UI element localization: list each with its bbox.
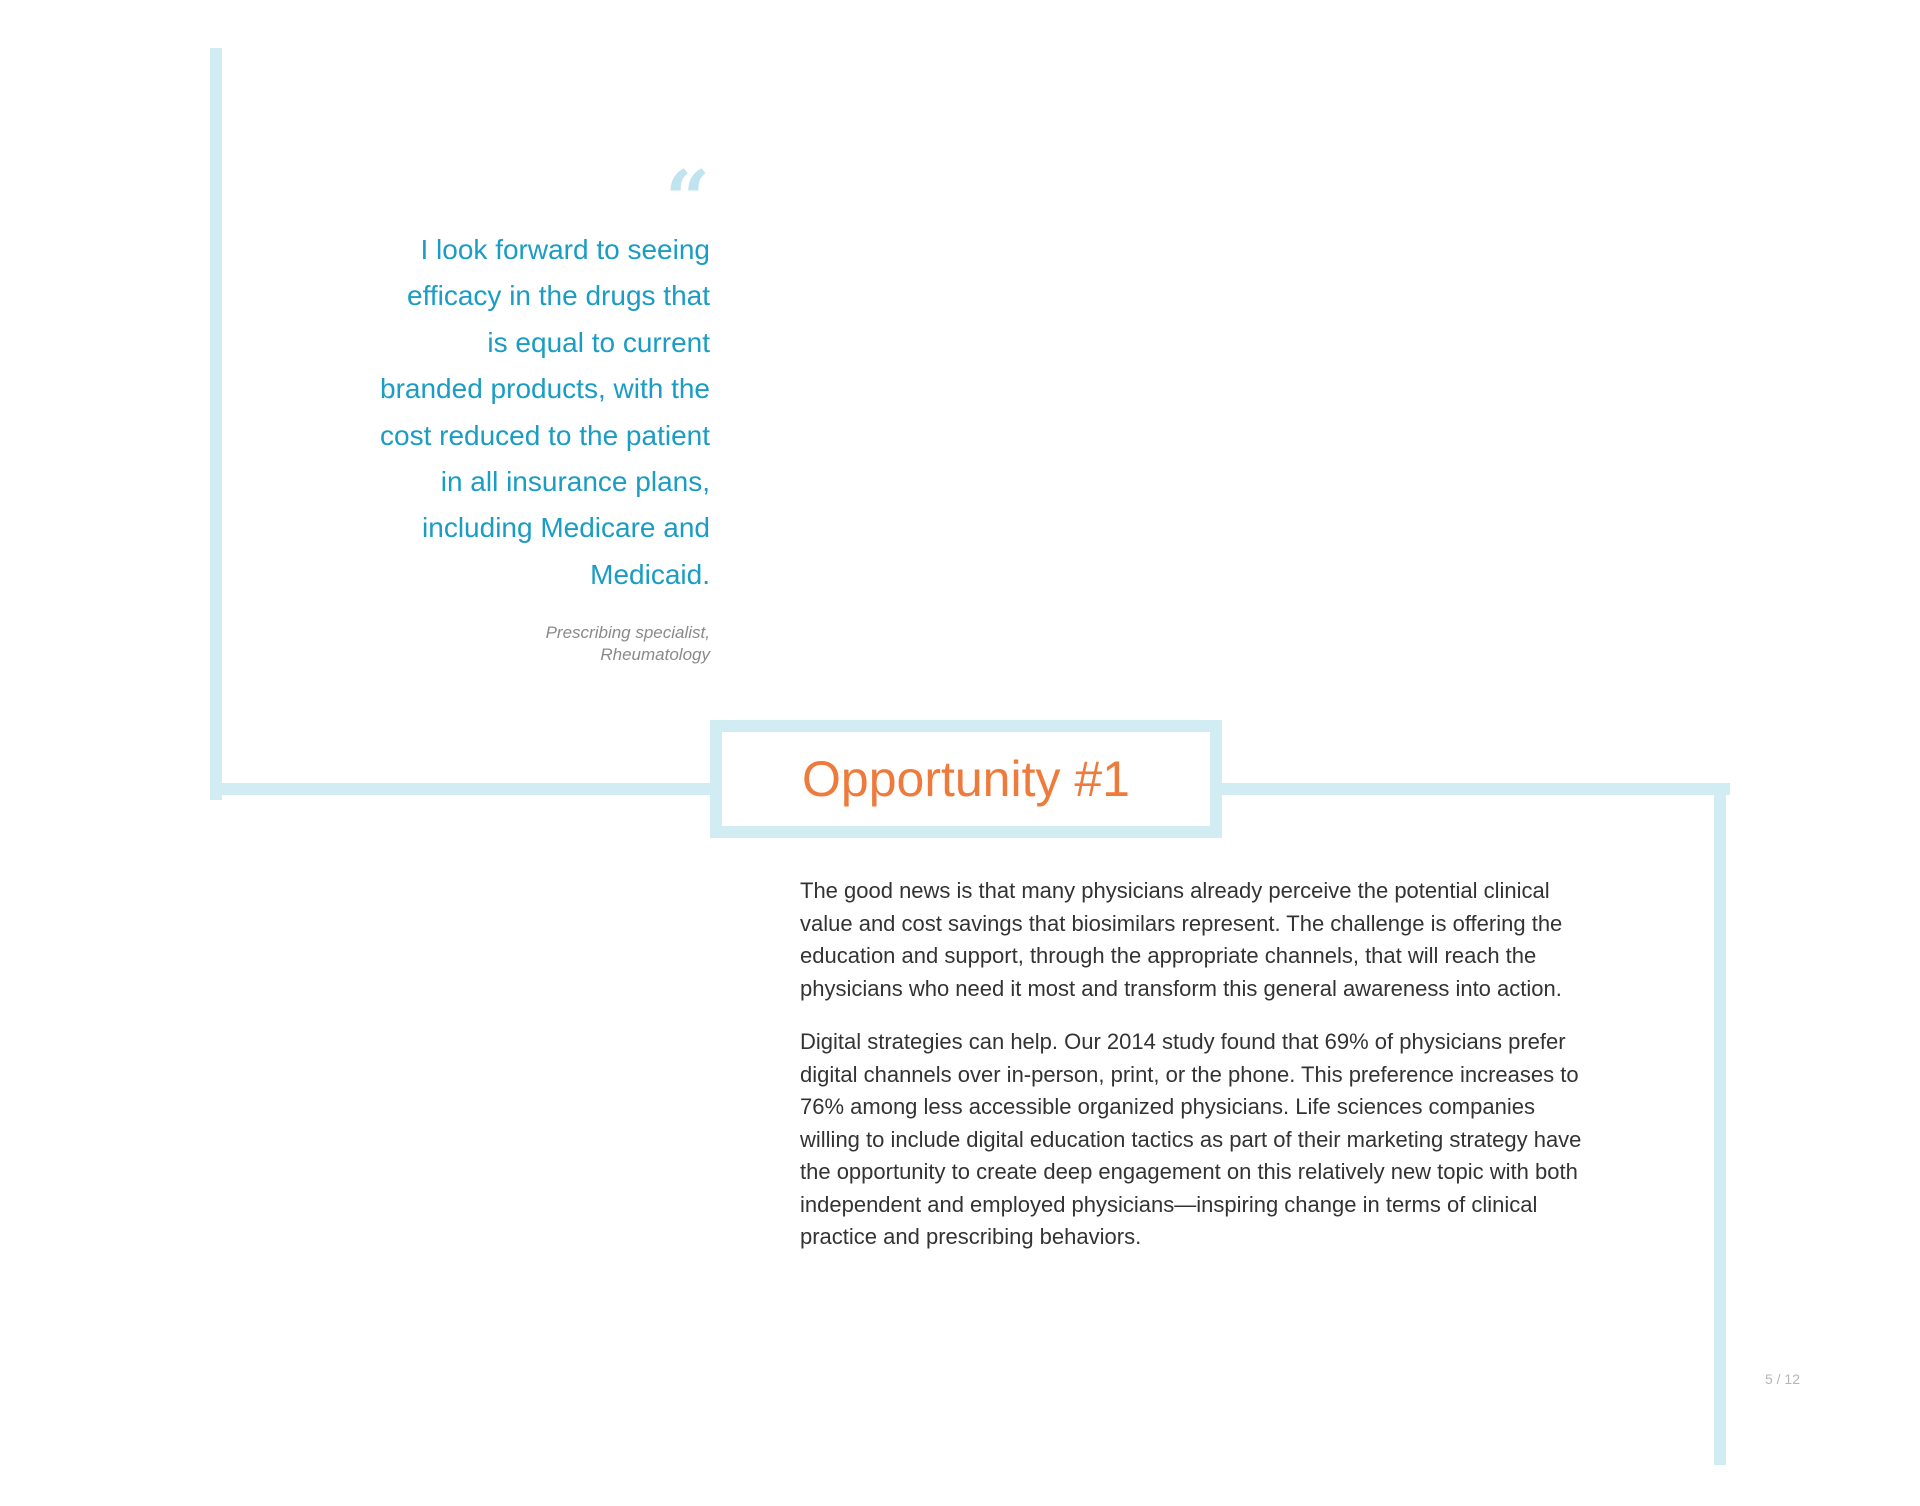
quote-mark-icon: “: [665, 165, 710, 219]
opportunity-title: Opportunity #1: [802, 751, 1130, 807]
quote-text: I look forward to seeing efficacy in the drugs that is equal to current branded products, with the cost reduced to the patient in all insurance plans, including Medicare and Medicaid.: [380, 234, 710, 590]
body-paragraph-2: Digital strategies can help. Our 2014 study found that 69% of physicians prefer digital channels over in-person, print, or the phone. This preference increases to 76% among less accessible organized physicians. Life sciences companies willing to include digital education tactics as part of their marketing strategy have the opportunity to create deep engagement on this relatively new topic with both independent and employed physicians—inspiring change in terms of clinical practice and prescribing behaviors.: [800, 1029, 1582, 1249]
page-number: 5 / 12: [1764, 1371, 1800, 1387]
left-vertical-divider: [210, 48, 222, 800]
attribution-specialty: Rheumatology: [600, 645, 710, 665]
pull-quote: [380, 165, 710, 666]
body-text: [800, 875, 1600, 1275]
quote-attribution: [380, 622, 710, 666]
body-paragraph-1: The good news is that many physicians already perceive the potential clinical value and cost savings that biosimilars represent. The challenge is offering the education and support, through the appropriate channels, that will reach the physicians who need it most and transform this general awareness into action.: [800, 878, 1563, 1001]
left-horizontal-divider: [210, 783, 720, 795]
attribution-role: Prescribing specialist,: [545, 623, 710, 643]
opportunity-heading-box: [710, 720, 1222, 838]
right-horizontal-divider: [1220, 783, 1730, 795]
right-vertical-divider: [1714, 783, 1726, 1465]
